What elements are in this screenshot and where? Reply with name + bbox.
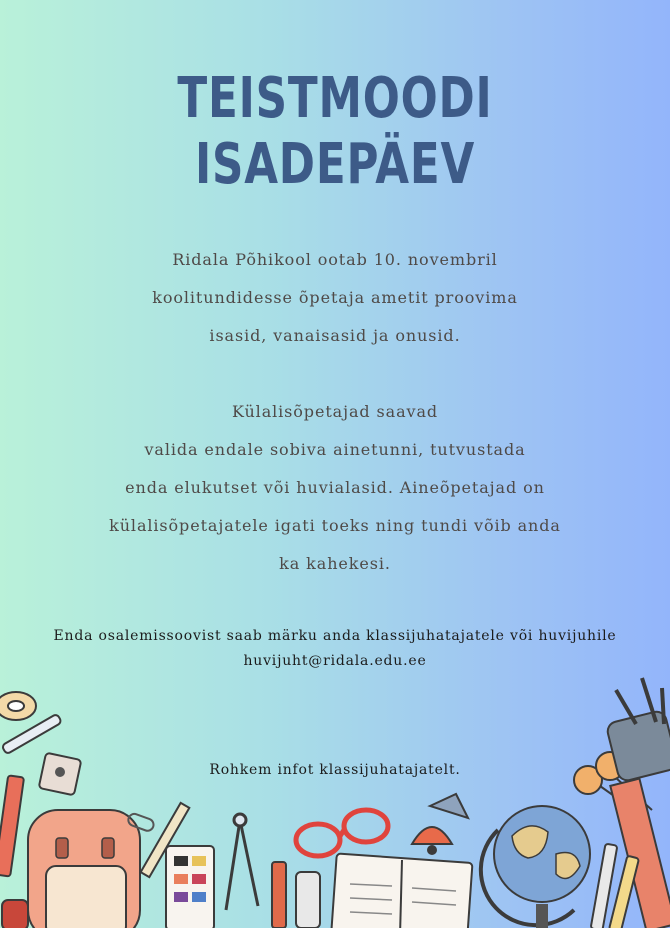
paragraph1-line: koolitundidesse õpetaja ametit proovima [152, 288, 518, 307]
paragraph2-line: ka kahekesi. [279, 554, 391, 573]
contact-line: Enda osalemissoovist saab märku anda klassijuhatajatele või huvijuhile [53, 628, 617, 644]
title-line-1: TEISTMOODI [177, 66, 493, 131]
tape-icon [0, 692, 36, 720]
paragraph1-line: Ridala Põhikool ootab 10. novembril [172, 250, 498, 269]
marker-icon [591, 844, 639, 928]
notebook-icon [331, 853, 472, 928]
glue-stick-icon [296, 872, 320, 928]
paragraph2-line: valida endale sobiva ainetunni, tutvustada [144, 440, 526, 459]
glue-bottle-icon [2, 900, 28, 928]
paragraph2-line: enda elukutset või huvialasid. Aineõpetajad on [125, 478, 545, 497]
contact-email: huvijuht@ridala.edu.ee [243, 653, 427, 669]
compass-icon [226, 814, 258, 910]
crayon-icon [272, 862, 286, 928]
paragraph2-line: Külalisõpetajad saavad [231, 402, 439, 421]
globe-icon [481, 806, 590, 928]
school-supplies-illustration [0, 660, 670, 928]
paragraph2-line: külalisõpetajatele igati toeks ning tundi võib anda [109, 516, 561, 535]
pencil-cup-icon [606, 678, 670, 782]
craft-knife-icon [0, 775, 24, 876]
glasses-icon [296, 810, 388, 856]
footer-note: Rohkem infot klassijuhatajatelt. [209, 762, 461, 778]
paint-palette-icon [166, 846, 214, 928]
title-line-2: ISADEPÄEV [194, 132, 476, 197]
bell-icon [412, 794, 468, 855]
backpack-icon [28, 810, 140, 928]
sharpener-icon [39, 753, 82, 796]
paragraph1-line: isasid, vanaisasid ja onusid. [209, 326, 461, 345]
